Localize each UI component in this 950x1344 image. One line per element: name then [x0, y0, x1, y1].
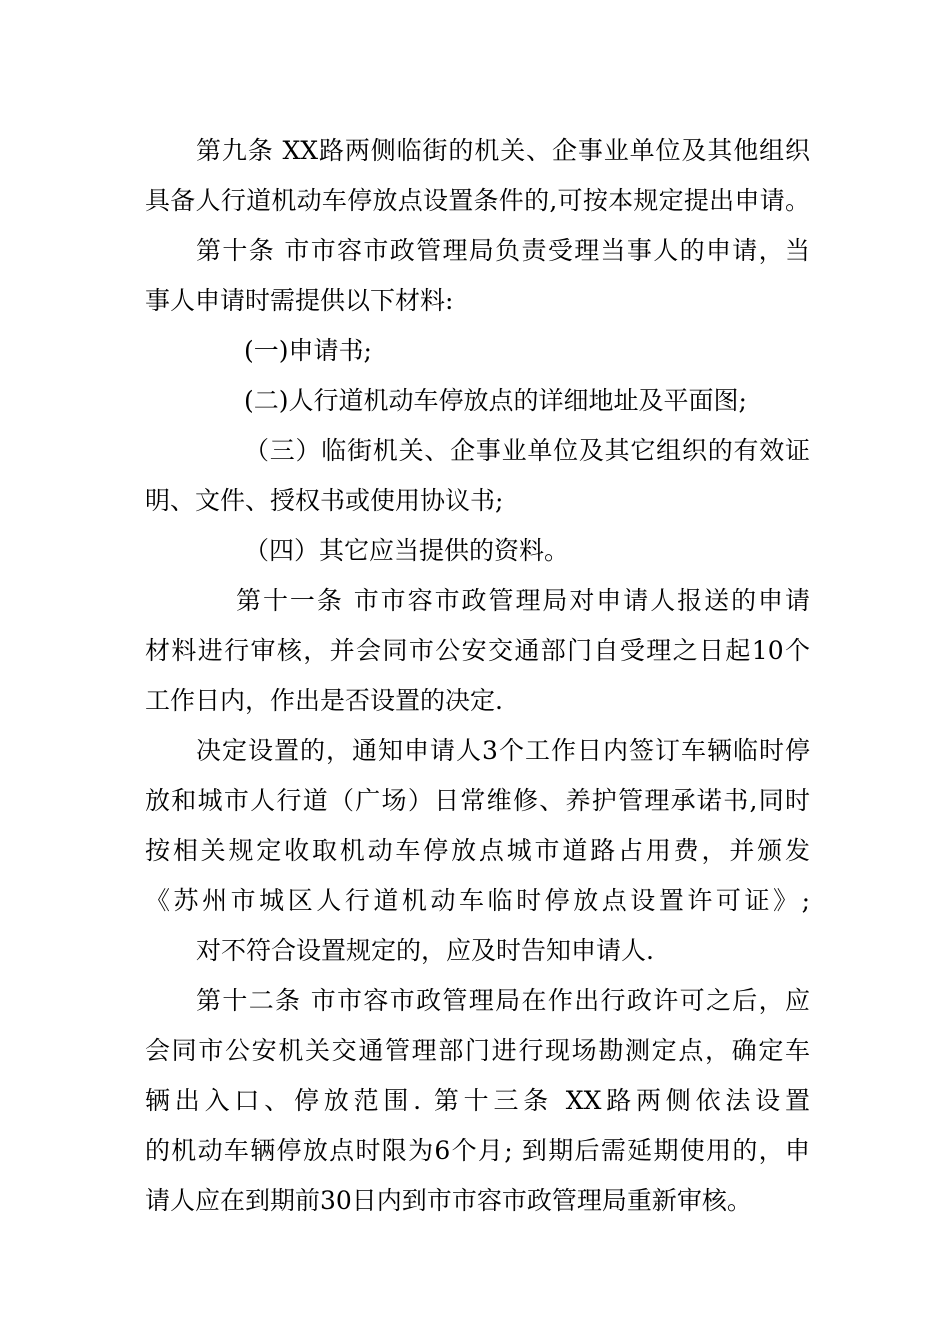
paragraph-line-19: 会同市公安机关交通管理部门进行现场勘测定点，确定车: [145, 1036, 810, 1065]
paragraph-line-21: 的机动车辆停放点时限为6个月; 到期后需延期使用的，申: [145, 1136, 810, 1165]
paragraph-line-3: 第十条 市市容市政管理局负责受理当事人的申请，当: [196, 236, 810, 265]
list-item-2: (二)人行道机动车停放点的详细地址及平面图;: [244, 386, 747, 415]
paragraph-line-18: 第十二条 市市容市政管理局在作出行政许可之后，应: [196, 986, 810, 1015]
paragraph-line-16: 《苏州市城区人行道机动车临时停放点设置许可证》;: [145, 886, 810, 915]
paragraph-line-12: 工作日内，作出是否设置的决定.: [145, 686, 503, 715]
paragraph-line-11: 材料进行审核，并会同市公安交通部门自受理之日起10个: [145, 636, 810, 665]
paragraph-line-2: 具备人行道机动车停放点设置条件的,可按本规定提出申请。: [145, 186, 810, 215]
paragraph-line-13: 决定设置的，通知申请人3个工作日内签订车辆临时停: [196, 736, 810, 765]
paragraph-line-22: 请人应在到期前30日内到市市容市政管理局重新审核。: [145, 1186, 752, 1215]
paragraph-line-4: 事人申请时需提供以下材料:: [145, 286, 454, 315]
list-item-1: (一)申请书;: [244, 336, 372, 365]
paragraph-line-15: 按相关规定收取机动车停放点城市道路占用费，并颁发: [145, 836, 810, 865]
paragraph-line-14: 放和城市人行道（广场）日常维修、养护管理承诺书,同时: [145, 786, 810, 815]
paragraph-line-1: 第九条 XX路两侧临街的机关、企事业单位及其他组织: [196, 136, 810, 165]
paragraph-line-20: 辆出入口、停放范围. 第十三条 XX路两侧依法设置: [145, 1086, 810, 1115]
list-item-3-continued: 明、文件、授权书或使用协议书;: [145, 486, 504, 515]
paragraph-line-10: 第十一条 市市容市政管理局对申请人报送的申请: [236, 586, 810, 615]
list-item-4: （四）其它应当提供的资料。: [244, 536, 570, 565]
paragraph-line-17: 对不符合设置规定的，应及时告知申请人.: [196, 936, 654, 965]
list-item-3: （三）临街机关、企事业单位及其它组织的有效证: [244, 436, 810, 465]
